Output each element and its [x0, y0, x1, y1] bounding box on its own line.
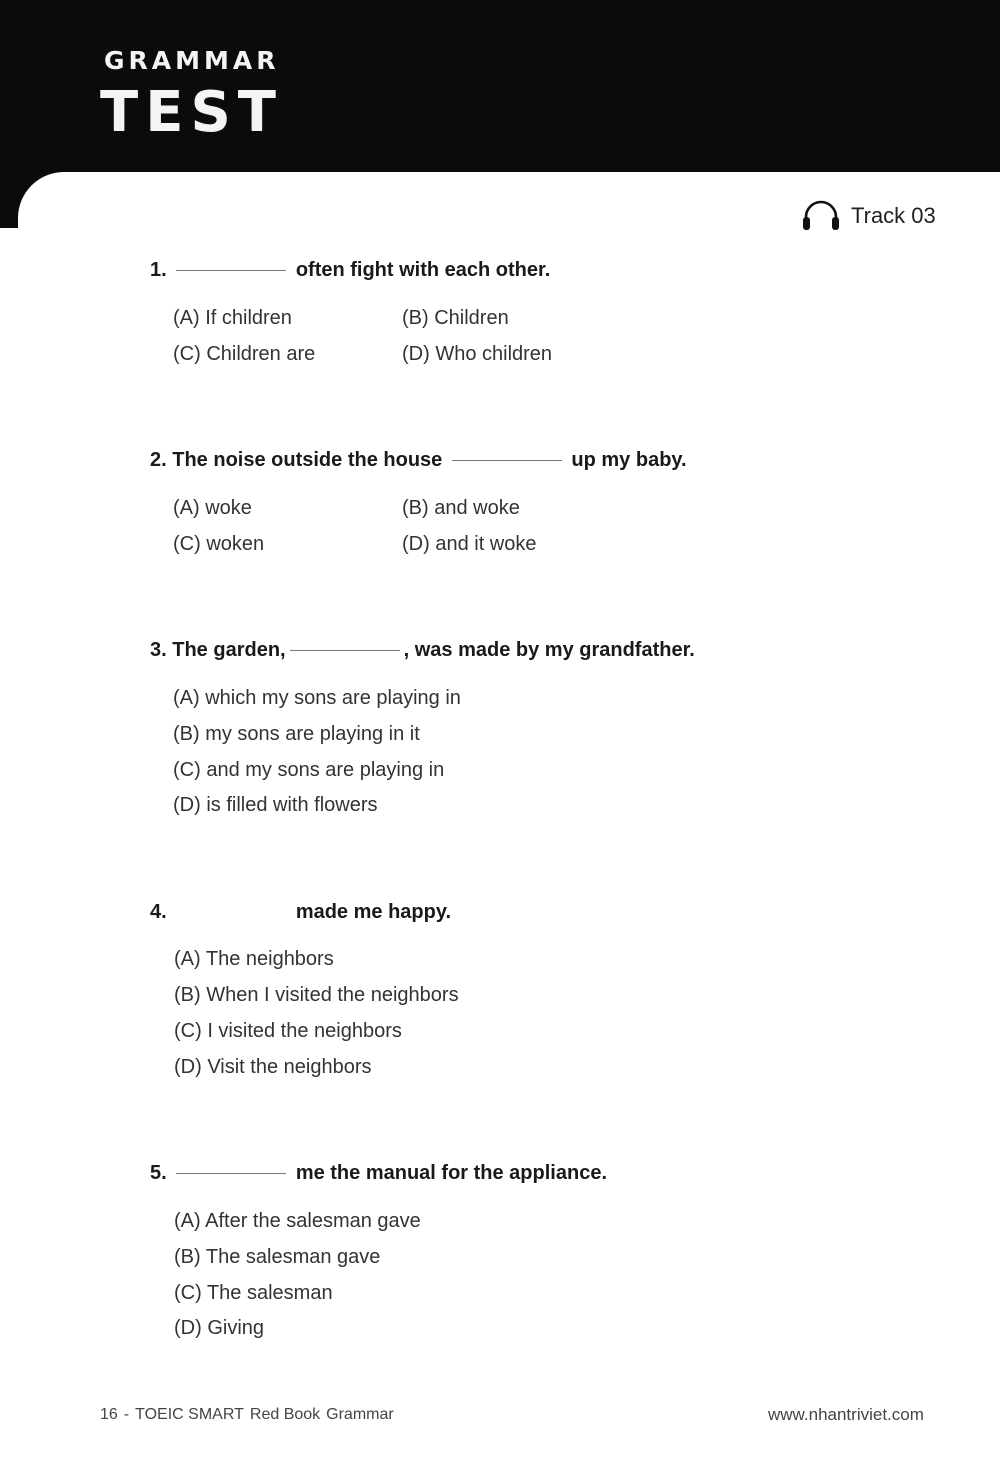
question-text-before: The garden, — [172, 639, 286, 661]
option-5d[interactable]: (D) Giving — [174, 1317, 265, 1339]
option-3c[interactable]: (C) and my sons are playing in — [173, 759, 445, 781]
question-number: 4. — [150, 901, 167, 923]
question-text-after: , was made by my grandfather. — [403, 639, 695, 661]
option-3a[interactable]: (A) which my sons are playing in — [173, 687, 461, 709]
question-number: 2. — [150, 449, 167, 471]
header-subtitle: GRAMMAR — [104, 46, 280, 75]
track-indicator[interactable] — [801, 196, 936, 236]
option-2a[interactable]: (A) woke — [173, 497, 252, 519]
option-1a[interactable]: (A) If children — [173, 307, 292, 329]
question-2 — [150, 449, 687, 472]
option-4a[interactable]: (A) The neighbors — [174, 948, 334, 970]
option-5c[interactable]: (C) The salesman — [174, 1282, 333, 1304]
option-3b[interactable]: (B) my sons are playing in it — [173, 723, 420, 745]
footer-separator: - — [123, 1406, 130, 1423]
header-title: TEST — [100, 80, 283, 145]
question-number: 3. — [150, 639, 167, 661]
option-1d[interactable]: (D) Who children — [402, 343, 553, 365]
option-2b[interactable]: (B) and woke — [402, 497, 520, 519]
option-4c[interactable]: (C) I visited the neighbors — [174, 1020, 402, 1042]
headphones-icon — [801, 199, 841, 233]
question-text-before: The noise outside the house — [172, 449, 443, 471]
answer-blank — [176, 269, 286, 271]
website-link[interactable]: www.nhantriviet.com — [768, 1405, 924, 1424]
book-section: Grammar — [326, 1406, 394, 1423]
answer-blank — [176, 1172, 286, 1174]
question-text-after: often fight with each other. — [295, 259, 551, 281]
option-2d[interactable]: (D) and it woke — [402, 533, 537, 555]
book-edition: Red Book — [249, 1406, 321, 1423]
question-text-after: up my baby. — [571, 449, 687, 471]
question-text-after: me the manual for the appliance. — [295, 1162, 607, 1184]
footer-book-info — [100, 1406, 400, 1424]
option-4d[interactable]: (D) Visit the neighbors — [174, 1056, 372, 1078]
question-number: 5. — [150, 1162, 167, 1184]
question-4 — [150, 901, 451, 924]
question-5 — [150, 1162, 607, 1185]
option-5b[interactable]: (B) The salesman gave — [174, 1246, 381, 1268]
answer-blank — [176, 911, 286, 913]
answer-blank — [290, 649, 400, 651]
book-title: TOEIC SMART — [135, 1406, 244, 1423]
option-5a[interactable]: (A) After the salesman gave — [174, 1210, 421, 1232]
question-text-after: made me happy. — [295, 901, 452, 923]
option-3d[interactable]: (D) is filled with flowers — [173, 794, 378, 816]
option-1b[interactable]: (B) Children — [402, 307, 509, 329]
question-1 — [150, 259, 550, 282]
question-3 — [150, 639, 695, 662]
option-2c[interactable]: (C) woken — [173, 533, 265, 555]
track-label: Track 03 — [851, 203, 936, 228]
page-number: 16 — [100, 1406, 118, 1423]
option-1c[interactable]: (C) Children are — [173, 343, 316, 365]
answer-blank — [452, 459, 562, 461]
question-number: 1. — [150, 259, 167, 281]
option-4b[interactable]: (B) When I visited the neighbors — [174, 984, 459, 1006]
